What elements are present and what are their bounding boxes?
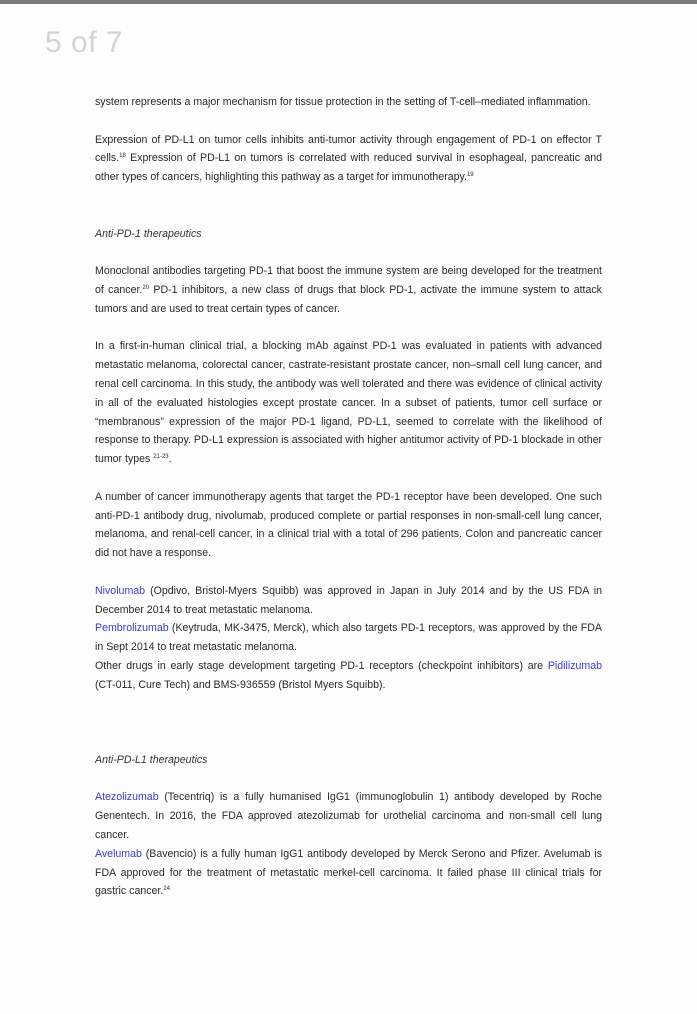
paragraph-text: (CT-011, Cure Tech) and BMS-936559 (Bristol Myers Squibb). [95,678,386,691]
paragraph-text: A number of cancer immunotherapy agents that target the PD-1 receptor have been developed. One such anti-PD-1 antibody drug, nivolumab, produced complete or partial responses in non-small-cell lung cancer, melanoma, and renal-cell cancer, in a clinical trial with a total of 296 patients. Colon and pancreatic cancer did not have a response. [95,490,602,560]
paragraph-text: Expression of PD-L1 on tumor cells inhibits anti-tumor activity through engagement of PD-1 on effector T cells. [95,133,602,165]
link-pembrolizumab[interactable]: Pembrolizumab [95,622,169,635]
paragraph-text: (Opdivo, Bristol-Myers Squibb) was approved in Japan in July 2014 and by the US FDA in December 2014 to treat metastatic melanoma. [95,584,602,616]
section-heading-anti-pd1: Anti-PD-1 therapeutics [95,227,202,240]
paragraph-text: (Bavencio) is a fully human IgG1 antibody developed by Merck Serono and Pfizer. Avelumab is FDA approved for the treatment of metastatic merkel-cell carcinoma. It failed phase III clinical trials for gastric cancer. [95,847,602,898]
link-pidilizumab[interactable]: Pidilizumab [547,659,602,672]
paragraph-spacer [95,563,602,582]
paragraph-text: PD-1 inhibitors, a new class of drugs that block PD-1, activate the immune system to attack tumors and are used to treat certain types of cancer. [95,283,602,315]
link-avelumab[interactable]: Avelumab [95,847,142,860]
paragraph-text: system represents a major mechanism for tissue protection in the setting of T-cell–mediated inflammation. [95,96,591,108]
viewer-top-bar [0,0,697,4]
page-indicator: 5 of 7 [45,26,124,59]
citation-ref[interactable]: 19 [466,172,474,179]
section-spacer [95,695,602,751]
paragraph-atezolizumab [95,788,602,844]
paragraph-clinical-trial [95,337,602,469]
citation-ref[interactable]: 18 [119,153,126,160]
paragraph-tissue-protection [95,93,602,112]
citation-ref[interactable]: 24 [163,886,170,893]
paragraph-immunotherapy-agents [95,488,602,563]
paragraph-text: (Keytruda, MK-3475, Merck), which also targets PD-1 receptors, was approved by the FDA in Sept 2014 to treat metastatic melanoma. [95,622,602,654]
paragraph-spacer [95,243,602,262]
paragraph-other-drugs [95,657,602,695]
paragraph-monoclonal-antibodies [95,262,602,318]
paragraph-spacer [95,319,602,338]
section-spacer [95,187,602,225]
paragraph-nivolumab [95,582,602,620]
paragraph-text: (Tecentriq) is a fully humanised IgG1 (immunoglobulin 1) antibody developed by Roche Genentech. In 2016, the FDA approved atezolizumab for urothelial carcinoma and non-small cell lung cancer. [95,791,602,842]
paragraph-pdl1-expression [95,131,602,187]
paragraph-text: Other drugs in early stage development targeting PD-1 receptors (checkpoint inhibitors) are [95,659,548,672]
link-nivolumab[interactable]: Nivolumab [95,584,146,597]
paragraph-pembrolizumab [95,619,602,657]
citation-ref[interactable]: 20 [142,284,150,291]
link-atezolizumab[interactable]: Atezolizumab [95,791,159,804]
paragraph-spacer [95,770,602,789]
paragraph-spacer [95,112,602,131]
paragraph-avelumab [95,845,602,901]
paragraph-text: Monoclonal antibodies targeting PD-1 that boost the immune system are being developed for the treatment of cancer. [95,265,602,296]
citation-ref[interactable]: 21-23 [153,454,169,461]
paragraph-text: In a first-in-human clinical trial, a blocking mAb against PD-1 was evaluated in patients with advanced metastatic melanoma, colorectal cancer, castrate-resistant prostate cancer, non–small cell lung cancer, and renal cell carcinoma. In this study, the antibody was well tolerated and there was evidence of clinical activity in all of the evaluated histologies except prostate cancer. In a subset of patients, tumor cell surface or “membranous” expression of the major PD-1 ligand, PD-L1, seemed to correlate with the likelihood of response to therapy. PD-L1 expression is associated with higher antitumor activity of PD-1 blockade in other tumor types [95,340,602,466]
paragraph-text: . [168,453,172,466]
paragraph-spacer [95,469,602,488]
document-page [95,93,602,901]
section-heading-anti-pdl1: Anti-PD-L1 therapeutics [95,753,208,766]
paragraph-text: Expression of PD-L1 on tumors is correlated with reduced survival in esophageal, pancreatic and other types of cancers, highlighting this pathway as a target for immunotherapy. [95,152,602,184]
